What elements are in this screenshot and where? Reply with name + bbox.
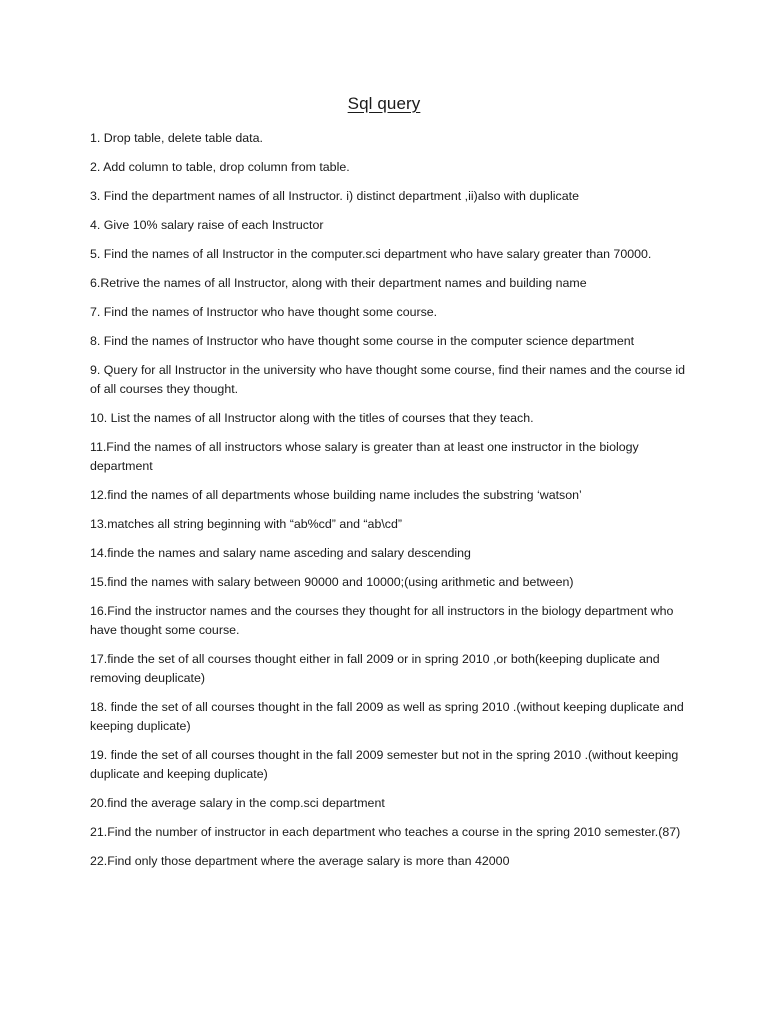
question-item: 19. finde the set of all courses thought in the fall 2009 semester but not in the spring 2010 .(without keeping duplicate and keeping duplicate) bbox=[90, 748, 679, 781]
question-item: 21.Find the number of instructor in each department who teaches a course in the spring 2010 semester.(87) bbox=[90, 825, 681, 839]
question-list bbox=[90, 129, 690, 881]
question-item: 6.Retrive the names of all Instructor, along with their department names and building name bbox=[90, 276, 587, 290]
question-item: 22.Find only those department where the average salary is more than 42000 bbox=[90, 854, 510, 868]
question-item: 2. Add column to table, drop column from table. bbox=[90, 160, 350, 174]
question-item: 13.matches all string beginning with “ab%cd” and “ab\cd” bbox=[90, 517, 402, 531]
question-item: 16.Find the instructor names and the courses they thought for all instructors in the biology department who have thought some course. bbox=[90, 604, 674, 637]
page-title: Sql query bbox=[347, 94, 421, 113]
question-item: 12.find the names of all departments whose building name includes the substring ‘watson’ bbox=[90, 488, 582, 502]
question-item: 18. finde the set of all courses thought in the fall 2009 as well as spring 2010 .(without keeping duplicate and keeping duplicate) bbox=[90, 700, 684, 733]
question-item: 15.find the names with salary between 90000 and 10000;(using arithmetic and between) bbox=[90, 575, 574, 589]
question-item: 1. Drop table, delete table data. bbox=[90, 131, 263, 145]
question-item: 20.find the average salary in the comp.sci department bbox=[90, 796, 385, 810]
question-item: 5. Find the names of all Instructor in the computer.sci department who have salary greater than 70000. bbox=[90, 247, 652, 261]
question-item: 4. Give 10% salary raise of each Instructor bbox=[90, 218, 324, 232]
question-item: 8. Find the names of Instructor who have thought some course in the computer science department bbox=[90, 334, 635, 348]
question-item: 14.finde the names and salary name asceding and salary descending bbox=[90, 546, 471, 560]
question-item: 7. Find the names of Instructor who have thought some course. bbox=[90, 305, 438, 319]
question-item: 3. Find the department names of all Instructor. i) distinct department ,ii)also with duplicate bbox=[90, 189, 579, 203]
question-item: 11.Find the names of all instructors whose salary is greater than at least one instructor in the biology department bbox=[90, 440, 639, 473]
question-item: 17.finde the set of all courses thought either in fall 2009 or in spring 2010 ,or both(keeping duplicate and removing deuplicate) bbox=[90, 652, 660, 685]
question-item: 10. List the names of all Instructor along with the titles of courses that they teach. bbox=[90, 411, 534, 425]
question-item: 9. Query for all Instructor in the university who have thought some course, find their names and the course id of all courses they thought. bbox=[90, 363, 686, 396]
